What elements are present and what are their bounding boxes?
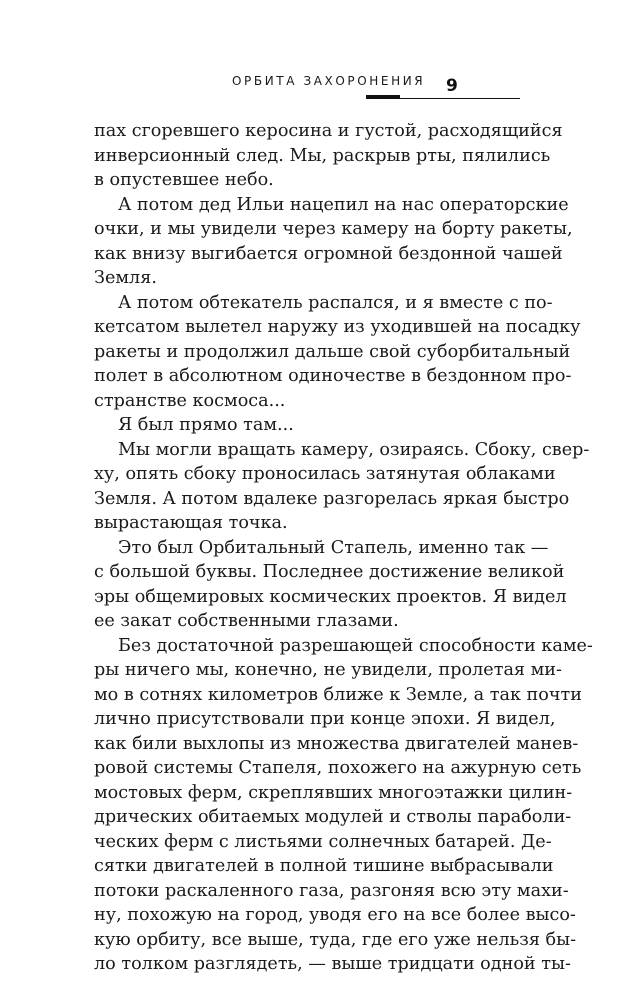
text-line: кетсатом вылетел наружу из уходившей на посадку xyxy=(94,317,581,337)
text-line: мостовых ферм, скреплявших многоэтажки цилин- xyxy=(94,782,573,803)
text-line: инверсионный след. Мы, раскрыв рты, пялились xyxy=(94,145,551,166)
text-line: Это был Орбитальный Стапель, именно так — xyxy=(118,537,549,558)
text-line: странстве космоса... xyxy=(94,390,286,411)
text-line: лично присутствовали при конце эпохи. Я видел, xyxy=(94,709,556,729)
running-title: ОРБИТА ЗАХОРОНЕНИЯ xyxy=(232,74,426,88)
text-line: кую орбиту, все выше, туда, где его уже нельзя бы- xyxy=(94,929,577,950)
header-rule-thin xyxy=(366,98,520,99)
text-line: ры ничего мы, конечно, не увидели, пролетая ми- xyxy=(94,660,562,680)
body-text xyxy=(94,119,593,977)
text-line: А потом обтекатель распался, и я вместе с по- xyxy=(118,292,553,313)
text-line: полет в абсолютном одиночестве в бездонном про- xyxy=(94,366,572,386)
text-line: ху, опять сбоку проносилась затянутая облаками xyxy=(94,464,556,484)
text-line: Земля. xyxy=(94,268,157,288)
text-line: Я был прямо там... xyxy=(118,415,294,435)
text-line: ракеты и продолжил дальше свой суборбитальный xyxy=(94,341,571,362)
text-line: как внизу выгибается огромной бездонной чашей xyxy=(94,243,563,264)
text-line: дрических обитаемых модулей и стволы парабoли- xyxy=(94,807,572,827)
text-line: мо в сотнях километров ближе к Земле, а так почти xyxy=(94,684,582,705)
text-line: Земля. А потом вдалеке разгорелась яркая быстро xyxy=(94,488,570,509)
text-line: ну, похожую на город, уводя его на все более высо- xyxy=(94,905,576,925)
text-line: вырастающая точка. xyxy=(94,513,288,533)
text-line: сятки двигателей в полной тишине выбрасывали xyxy=(94,856,554,876)
text-line: А потом дед Ильи нацепил на нас операторские xyxy=(118,194,569,215)
text-line: Мы могли вращать камеру, озираясь. Сбоку, свер- xyxy=(118,439,590,460)
text-line: Без достаточной разрешающей способности каме- xyxy=(118,635,593,656)
text-line: ровой системы Стапеля, похожего на ажурную сеть xyxy=(94,758,582,778)
text-line: пах сгоревшего керосина и густой, расходящийся xyxy=(94,121,563,141)
text-line: с большой буквы. Последнее достижение великой xyxy=(94,562,565,582)
text-line: потоки раскаленного газа, разгоняя всю эту махи- xyxy=(94,880,569,901)
text-line: ческих ферм с листьями солнечных батарей. Де- xyxy=(94,831,552,852)
text-line: как били выхлопы из множества двигателей манев- xyxy=(94,733,579,754)
text-line: ее закат собственными глазами. xyxy=(94,611,399,631)
text-line: очки, и мы увидели через камеру на борту ракеты, xyxy=(94,219,573,239)
text-line: эры общемировых космических проектов. Я видел xyxy=(94,586,567,607)
text-line: в опустевшее небо. xyxy=(94,170,274,190)
text-line: ло толком разглядеть, — выше тридцати одной ты- xyxy=(94,954,571,974)
page-number: 9 xyxy=(446,76,458,96)
